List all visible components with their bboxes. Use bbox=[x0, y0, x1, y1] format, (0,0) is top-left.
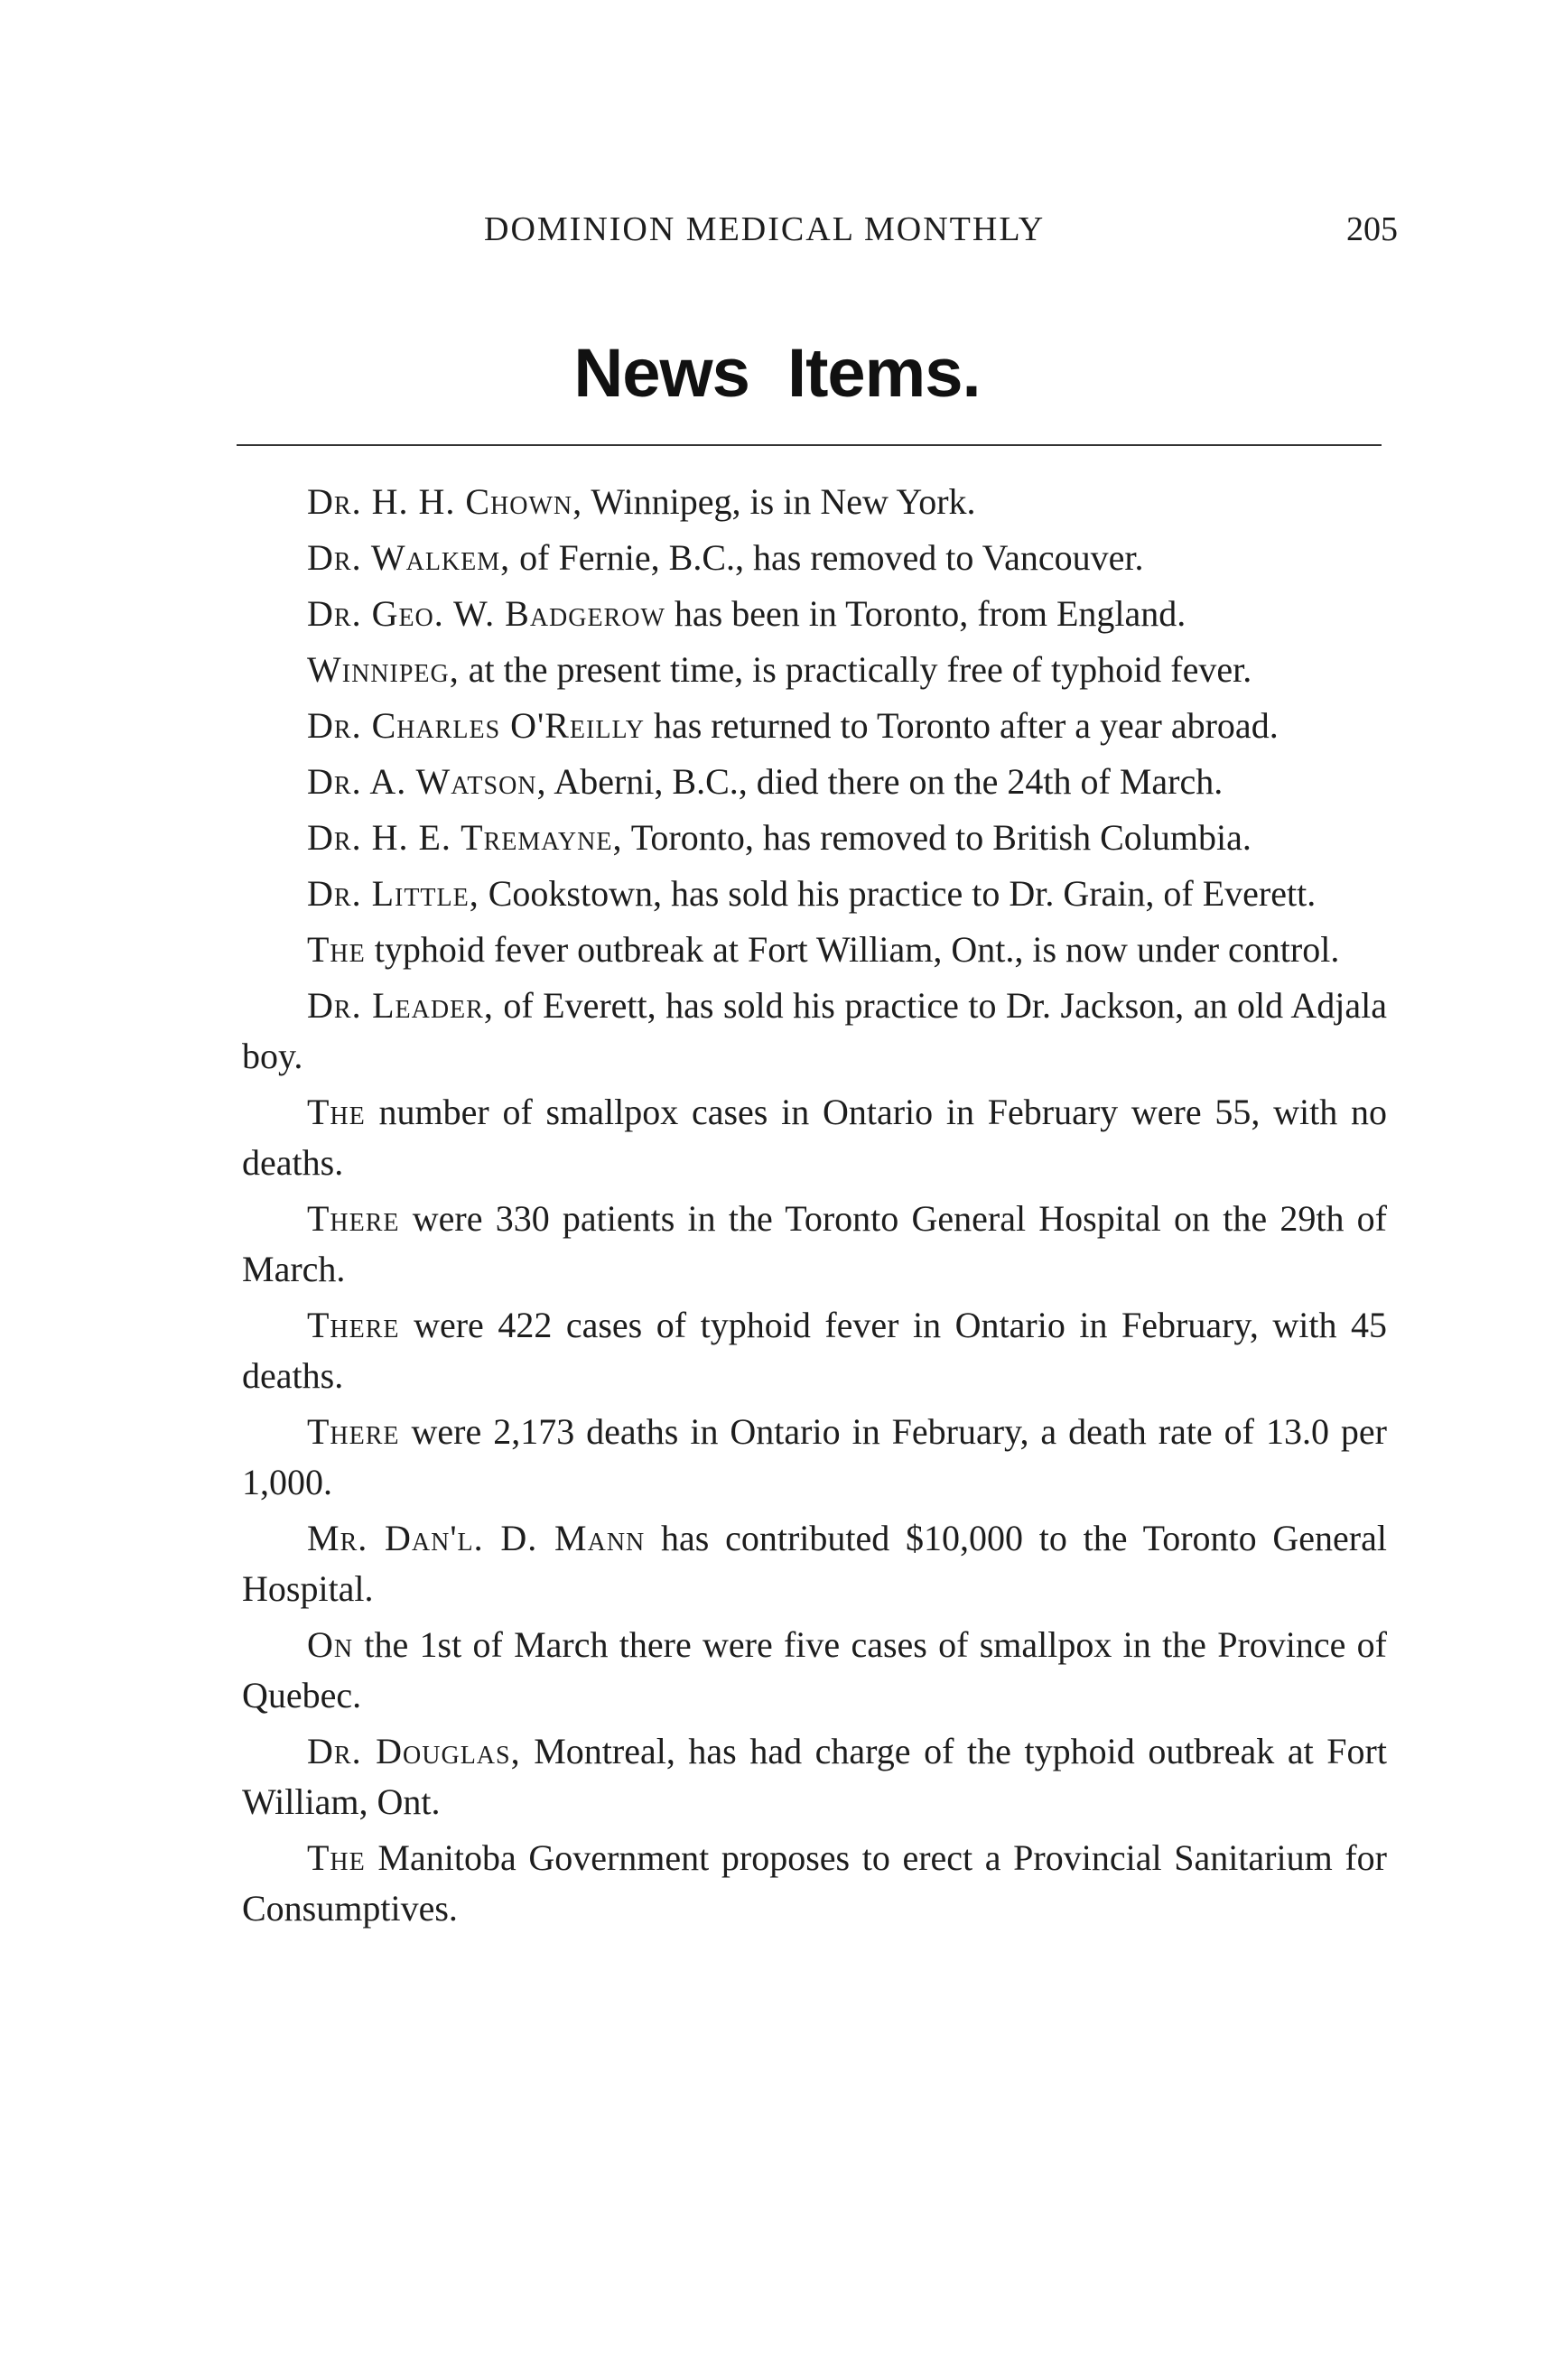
item-text: Winnipeg, is in New York. bbox=[582, 481, 976, 522]
item-lead: Dr. Douglas, bbox=[307, 1731, 521, 1771]
item-text: Montreal, has had charge of the typhoid outbreak at Fort William, Ont. bbox=[242, 1731, 1387, 1822]
news-item bbox=[242, 1087, 1387, 1188]
news-item bbox=[242, 1513, 1387, 1614]
news-item bbox=[242, 589, 1387, 639]
item-text: of Fernie, B.C., has removed to Vancouver. bbox=[510, 537, 1144, 578]
item-text: were 330 patients in the Toronto General Hospital on the 29th of March. bbox=[242, 1198, 1387, 1289]
item-lead: Mr. Dan'l. D. Mann bbox=[307, 1518, 646, 1558]
item-text: has contributed $10,000 to the Toronto General Hospital. bbox=[242, 1518, 1387, 1609]
news-item bbox=[242, 757, 1387, 807]
item-text: of Everett, has sold his practice to Dr. Jackson, an old Adjala boy. bbox=[242, 985, 1387, 1076]
item-lead: Winnipeg, bbox=[307, 649, 460, 690]
news-item bbox=[242, 533, 1387, 583]
item-lead: There bbox=[307, 1411, 400, 1452]
item-lead: The bbox=[307, 1837, 366, 1878]
news-item bbox=[242, 981, 1387, 1082]
title-rule bbox=[237, 444, 1382, 446]
item-text: at the present time, is practically free of typhoid fever. bbox=[459, 649, 1252, 690]
item-text: Toronto, has removed to British Columbia. bbox=[622, 817, 1252, 858]
item-text: the 1st of March there were five cases of smallpox in the Province of Quebec. bbox=[242, 1624, 1387, 1715]
item-text: Aberni, B.C., died there on the 24th of March. bbox=[546, 761, 1224, 802]
item-text: number of smallpox cases in Ontario in February were 55, with no deaths. bbox=[242, 1092, 1387, 1183]
item-lead: There bbox=[307, 1198, 400, 1239]
item-lead: Dr. Little, bbox=[307, 873, 479, 914]
item-text: Cookstown, has sold his practice to Dr. Grain, of Everett. bbox=[479, 873, 1317, 914]
item-lead: Dr. Geo. W. Badgerow bbox=[307, 593, 665, 634]
item-text: has returned to Toronto after a year abroad. bbox=[644, 705, 1279, 746]
item-lead: There bbox=[307, 1305, 400, 1345]
item-lead: Dr. H. H. Chown, bbox=[307, 481, 583, 522]
news-item bbox=[242, 869, 1387, 919]
news-item bbox=[242, 925, 1387, 975]
journal-title: DOMINION MEDICAL MONTHLY bbox=[484, 210, 1046, 248]
item-lead: The bbox=[307, 1092, 366, 1132]
item-lead: On bbox=[307, 1624, 354, 1665]
item-text: were 422 cases of typhoid fever in Ontario in February, with 45 deaths. bbox=[242, 1305, 1387, 1396]
news-item bbox=[242, 1620, 1387, 1721]
news-item bbox=[242, 645, 1387, 695]
news-item bbox=[242, 1300, 1387, 1401]
item-text: Manitoba Government proposes to erect a Provincial Sanitarium for Consumptives. bbox=[242, 1837, 1387, 1929]
news-item bbox=[242, 477, 1387, 527]
news-item bbox=[242, 1726, 1387, 1827]
item-lead: Dr. Charles O'Reilly bbox=[307, 705, 645, 746]
item-lead: Dr. Leader, bbox=[307, 985, 494, 1026]
news-item bbox=[242, 1194, 1387, 1295]
running-head bbox=[242, 209, 1398, 255]
page-number: 205 bbox=[1346, 210, 1398, 248]
item-text: typhoid fever outbreak at Fort William, Ont., is now under control. bbox=[365, 929, 1340, 970]
item-lead: Dr. Walkem, bbox=[307, 537, 511, 578]
item-lead: The bbox=[307, 929, 366, 970]
news-item bbox=[242, 1833, 1387, 1934]
item-lead: Dr. H. E. Tremayne, bbox=[307, 817, 623, 858]
section-title: News Items. bbox=[573, 335, 981, 412]
item-text: has been in Toronto, from England. bbox=[665, 593, 1186, 634]
item-lead: Dr. A. Watson, bbox=[307, 761, 547, 802]
news-item bbox=[242, 701, 1387, 751]
news-items bbox=[242, 477, 1387, 1939]
news-item bbox=[242, 813, 1387, 863]
item-text: were 2,173 deaths in Ontario in February, a death rate of 13.0 per 1,000. bbox=[242, 1411, 1387, 1502]
news-item bbox=[242, 1407, 1387, 1508]
